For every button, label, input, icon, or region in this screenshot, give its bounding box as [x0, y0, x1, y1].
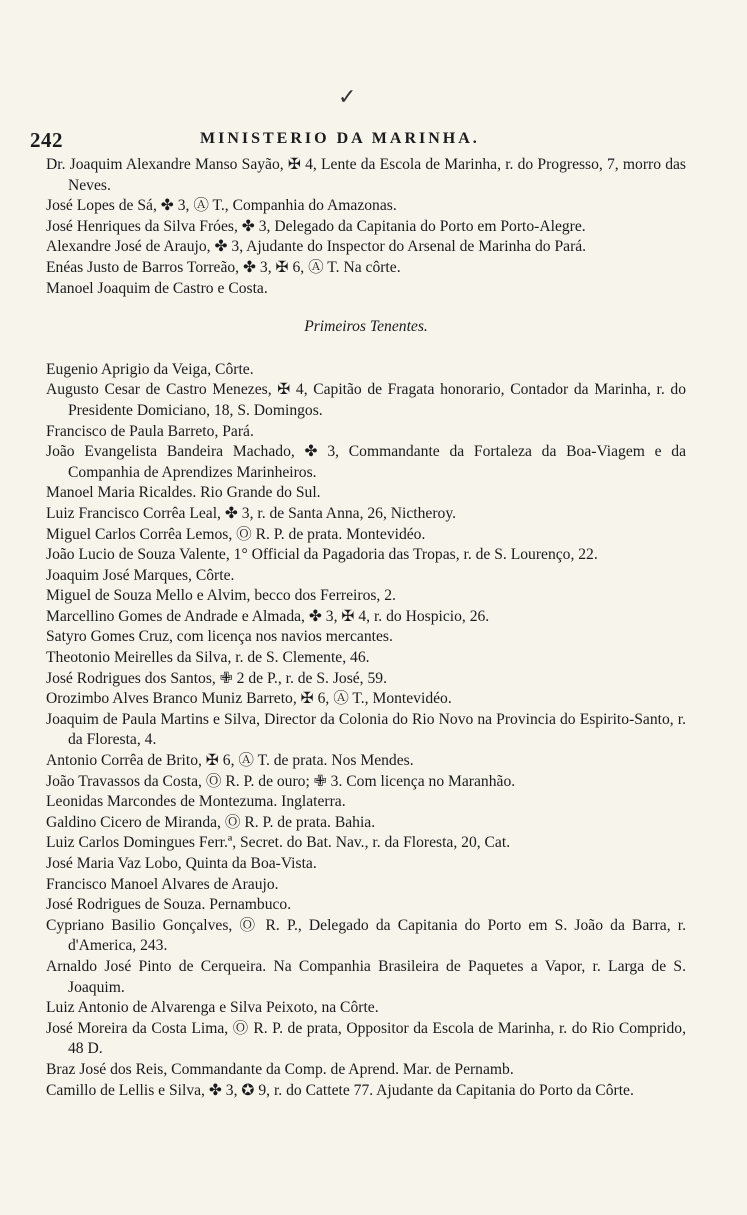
list-item: Miguel Carlos Corrêa Lemos, Ⓞ R. P. de prata. Montevidéo. [46, 525, 426, 543]
list-item: Eugenio Aprigio da Veiga, Côrte. [46, 360, 254, 378]
margin-check-mark: ✓ [338, 84, 357, 109]
list-item: José Lopes de Sá, ✤ 3, Ⓐ T., Companhia do Amazonas. [46, 197, 397, 215]
list-item: Alexandre José de Araujo, ✤ 3, Ajudante do Inspector do Arsenal de Marinha do Pará. [46, 238, 587, 256]
list-item: José Henriques da Silva Fróes, ✤ 3, Delegado da Capitania do Porto em Porto-Alegre. [46, 217, 586, 235]
list-item: Luiz Carlos Domingues Ferr.ª, Secret. do Bat. Nav., r. da Floresta, 20, Cat. [46, 834, 511, 852]
list-item: Joaquim José Marques, Côrte. [46, 566, 235, 584]
running-head: MINISTERIO DA MARINHA. [200, 130, 480, 147]
list-item: Augusto Cesar de Castro Menezes, ✠ 4, Capitão de Fragata honorario, Contador da Marinha, r. do Presidente Domiciano, 18, S. Domingos. [46, 381, 686, 419]
list-item: Arnaldo José Pinto de Cerqueira. Na Companhia Brasileira de Paquetes a Vapor, r. Larga de S. Joaquim. [46, 957, 686, 996]
list-item: Theotonio Meirelles da Silva, r. de S. Clemente, 46. [46, 649, 370, 667]
list-item: José Rodrigues dos Santos, ✙ 2 de P., r. de S. José, 59. [46, 669, 387, 687]
list-item: Luiz Antonio de Alvarenga e Silva Peixoto, na Côrte. [46, 999, 379, 1017]
section-title: Primeiros Tenentes. [304, 318, 428, 336]
list-item: Joaquim de Paula Martins e Silva, Director da Colonia do Rio Novo na Provincia do Espirito-Santo, r. da Floresta, 4. [46, 710, 686, 749]
list-item: Enéas Justo de Barros Torreão, ✤ 3, ✠ 6, Ⓐ T. Na côrte. [46, 258, 401, 276]
entry-list [46, 155, 686, 1101]
list-item: Antonio Corrêa de Brito, ✠ 6, Ⓐ T. de prata. Nos Mendes. [46, 752, 414, 770]
list-item: José Rodrigues de Souza. Pernambuco. [46, 896, 292, 914]
list-item: Galdino Cicero de Miranda, Ⓞ R. P. de prata. Bahia. [46, 813, 376, 831]
list-item: José Moreira da Costa Lima, Ⓞ R. P. de prata, Oppositor da Escola de Marinha, r. do Rio Comprido, 48 D. [46, 1019, 686, 1058]
list-item: Camillo de Lellis e Silva, ✤ 3, ✪ 9, r. do Cattete 77. Ajudante da Capitania do Porto da Côrte. [46, 1081, 634, 1099]
list-item: Orozimbo Alves Branco Muniz Barreto, ✠ 6, Ⓐ T., Montevidéo. [46, 690, 452, 708]
page-number: 242 [30, 128, 63, 152]
page-header [30, 128, 690, 152]
list-item: João Evangelista Bandeira Machado, ✤ 3, Commandante da Fortaleza da Boa-Viagem e da Companhia de Aprendizes Marinheiros. [46, 443, 686, 481]
list-item: Miguel de Souza Mello e Alvim, becco dos Ferreiros, 2. [46, 587, 396, 605]
list-item: Dr. Joaquim Alexandre Manso Sayão, ✠ 4, Lente da Escola de Marinha, r. do Progresso, 7, morro das Neves. [46, 156, 686, 194]
list-item: Braz José dos Reis, Commandante da Comp. de Aprend. Mar. de Pernamb. [46, 1060, 514, 1078]
list-item: Manoel Maria Ricaldes. Rio Grande do Sul. [46, 484, 321, 502]
list-item: Luiz Francisco Corrêa Leal, ✤ 3, r. de Santa Anna, 26, Nictheroy. [46, 504, 457, 522]
list-item: José Maria Vaz Lobo, Quinta da Boa-Vista. [46, 855, 317, 872]
list-item: João Travassos da Costa, Ⓞ R. P. de ouro; ✙ 3. Com licença no Maranhão. [46, 772, 516, 790]
list-item: Francisco de Paula Barreto, Pará. [46, 422, 254, 440]
list-item: Marcellino Gomes de Andrade e Almada, ✤ 3, ✠ 4, r. do Hospicio, 26. [46, 607, 490, 625]
list-item: Cypriano Basilio Gonçalves, Ⓞ R. P., Delegado da Capitania do Porto em S. João da Barra, r. d'America, 243. [46, 916, 686, 955]
list-item: Satyro Gomes Cruz, com licença nos navios mercantes. [46, 628, 393, 646]
list-item: Manoel Joaquim de Castro e Costa. [46, 279, 268, 297]
list-item: Leonidas Marcondes de Montezuma. Inglaterra. [46, 793, 346, 811]
list-item: Francisco Manoel Alvares de Araujo. [46, 875, 279, 893]
list-item: João Lucio de Souza Valente, 1° Official da Pagadoria das Tropas, r. de S. Lourenço, 22. [46, 546, 598, 564]
